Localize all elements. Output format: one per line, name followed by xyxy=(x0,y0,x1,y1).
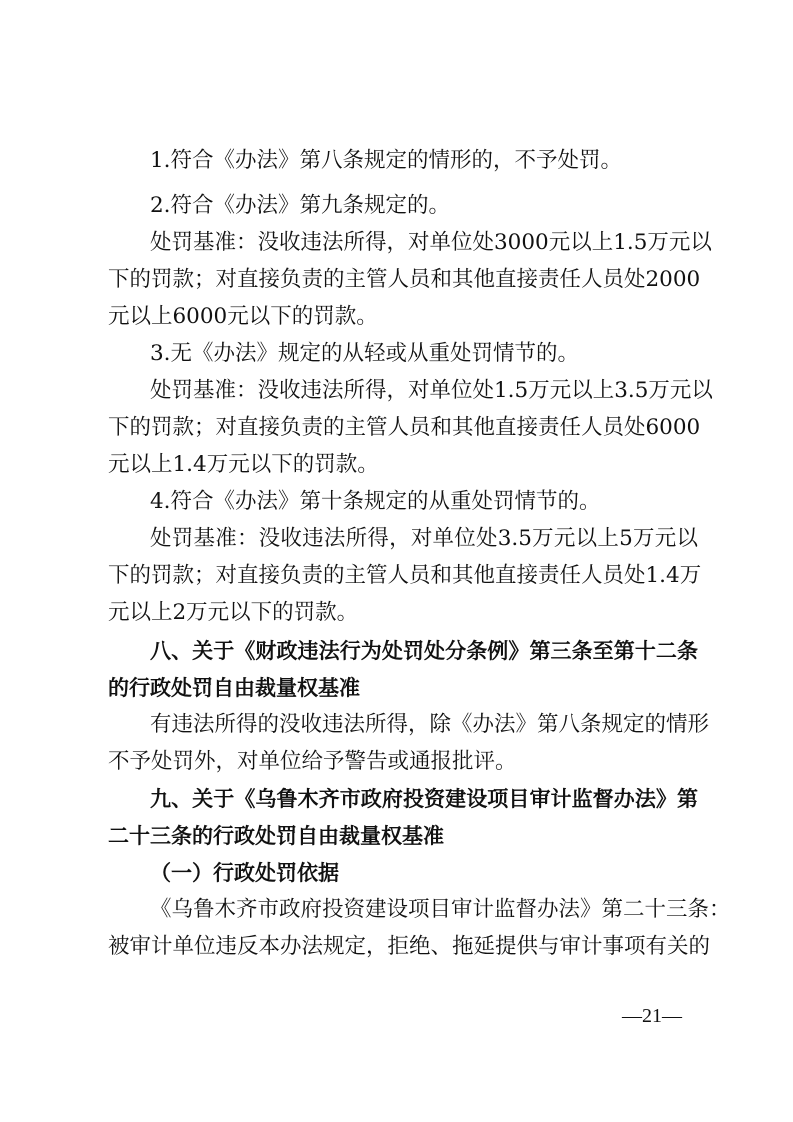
text-line-1: 1.符合《办法》第八条规定的情形的，不予处罚。 xyxy=(150,148,623,173)
text-line-12: 下的罚款；对直接负责的主管人员和其他直接责任人员处1.4万 xyxy=(108,563,702,588)
text-line-16: 有违法所得的没收违法所得，除《办法》第八条规定的情形 xyxy=(150,712,710,737)
text-line-6: 3.无《办法》规定的从轻或从重处罚情节的。 xyxy=(150,341,580,366)
text-line-22: 被审计单位违反本办法规定，拒绝、拖延提供与审计事项有关的 xyxy=(108,934,711,959)
text-line-5: 元以上6000元以下的罚款。 xyxy=(108,304,378,329)
section-heading-9: 九、关于《乌鲁木齐市政府投资建设项目审计监督办法》第 xyxy=(150,787,698,811)
text-line-4: 下的罚款；对直接负责的主管人员和其他直接责任人员处2000 xyxy=(108,267,701,292)
text-line-9: 元以上1.4万元以下的罚款。 xyxy=(108,452,379,477)
text-line-11: 处罚基准：没收违法所得，对单位处3.5万元以上5万元以 xyxy=(150,526,698,551)
text-line-10: 4.符合《办法》第十条规定的从重处罚情节的。 xyxy=(150,489,601,514)
text-line-13: 元以上2万元以下的罚款。 xyxy=(108,600,359,625)
page-number: —21— xyxy=(622,1005,682,1027)
text-line-2: 2.符合《办法》第九条规定的。 xyxy=(150,193,451,218)
text-line-7: 处罚基准：没收违法所得，对单位处1.5万元以上3.5万元以 xyxy=(150,378,713,403)
text-line-17: 不予处罚外，对单位给予警告或通报批评。 xyxy=(108,749,517,774)
text-line-8: 下的罚款；对直接负责的主管人员和其他直接责任人员处6000 xyxy=(108,415,701,440)
section-heading-8: 八、关于《财政违法行为处罚处分条例》第三条至第十二条 xyxy=(150,639,698,663)
section-heading-9-cont: 二十三条的行政处罚自由裁量权基准 xyxy=(108,824,444,848)
section-heading-8-cont: 的行政处罚自由裁量权基准 xyxy=(108,676,360,700)
subheading-1: （一）行政处罚依据 xyxy=(150,861,339,885)
text-line-21: 《乌鲁木齐市政府投资建设项目审计监督办法》第二十三条： xyxy=(150,897,731,922)
text-line-3: 处罚基准：没收违法所得，对单位处3000元以上1.5万元以 xyxy=(150,230,712,255)
